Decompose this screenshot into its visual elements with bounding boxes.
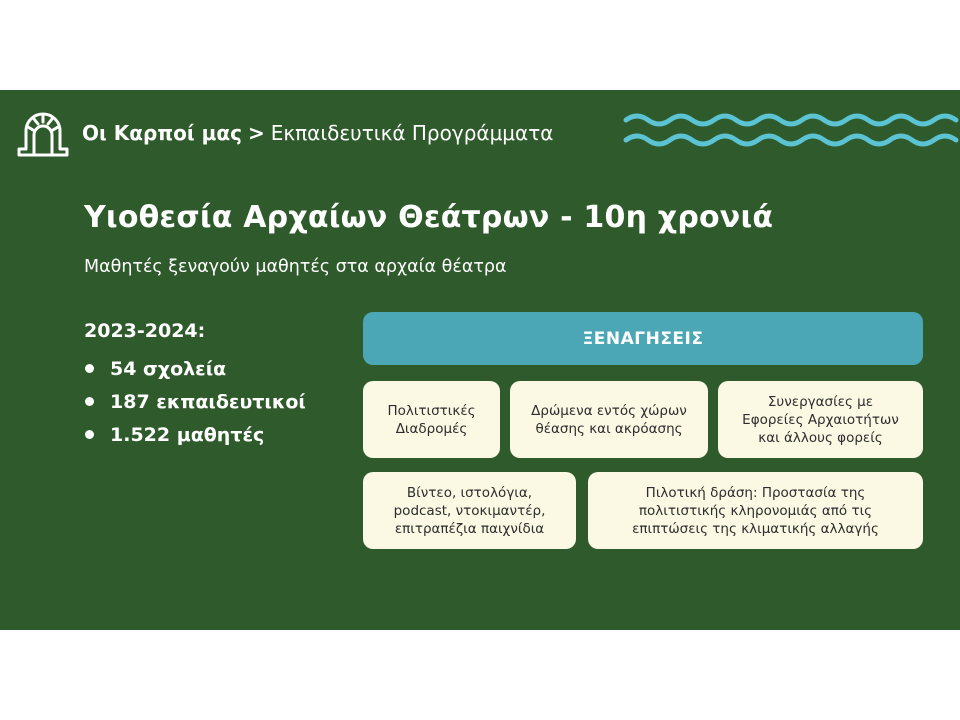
bullet-dot-icon [85, 430, 94, 439]
card-cultural-routes [363, 381, 500, 458]
card-collaborations [718, 381, 923, 458]
card-line: επιτραπέζια παιχνίδια [394, 520, 545, 537]
tours-header: ΞΕΝΑΓΗΣΕΙΣ [363, 312, 923, 365]
card-line: πολιτιστικής κληρονομιάς από τις [638, 502, 873, 519]
stats-list [84, 352, 306, 451]
page-subtitle: Μαθητές ξεναγούν μαθητές στα αρχαία θέατρα [84, 257, 507, 277]
stat-schools: 54 σχολεία [110, 357, 227, 380]
slide [0, 90, 960, 630]
card-line: podcast, ντοκιμαντέρ, [393, 502, 546, 519]
breadcrumb [82, 120, 553, 146]
card-pilot-action [588, 472, 923, 549]
card-line: Δρώμενα εντός χώρων [531, 402, 687, 419]
card-media [363, 472, 576, 549]
stat-students: 1.522 μαθητές [110, 423, 265, 446]
bullet-dot-icon [85, 364, 94, 373]
card-line: Βίντεο, ιστολόγια, [406, 484, 533, 501]
breadcrumb-separator: > [247, 121, 265, 145]
waves-icon [622, 110, 960, 150]
stat-teachers: 187 εκπαιδευτικοί [110, 390, 306, 413]
bullet-dot-icon [85, 397, 94, 406]
card-line: Διαδρομές [395, 420, 468, 437]
card-line: Πιλοτική δράση: Προστασία της [645, 484, 866, 501]
breadcrumb-current: Εκπαιδευτικά Προγράμματα [270, 121, 554, 145]
stats-year: 2023-2024: [84, 320, 206, 342]
list-item [84, 418, 306, 451]
list-item [84, 385, 306, 418]
breadcrumb-root[interactable]: Οι Καρποί μας [82, 121, 242, 145]
card-performances [510, 381, 708, 458]
theater-arch-icon [17, 109, 69, 157]
card-line: και άλλους φορείς [758, 429, 883, 446]
card-line: Εφορείες Αρχαιοτήτων [742, 411, 899, 428]
card-line: επιπτώσεις της κλιματικής αλλαγής [632, 520, 879, 537]
card-line: Συνεργασίες με [767, 393, 874, 410]
list-item [84, 352, 306, 385]
card-line: θέασης και ακρόασης [535, 420, 683, 437]
card-line: Πολιτιστικές [387, 402, 476, 419]
page-title: Υιοθεσία Αρχαίων Θεάτρων - 10η χρονιά [84, 200, 774, 235]
